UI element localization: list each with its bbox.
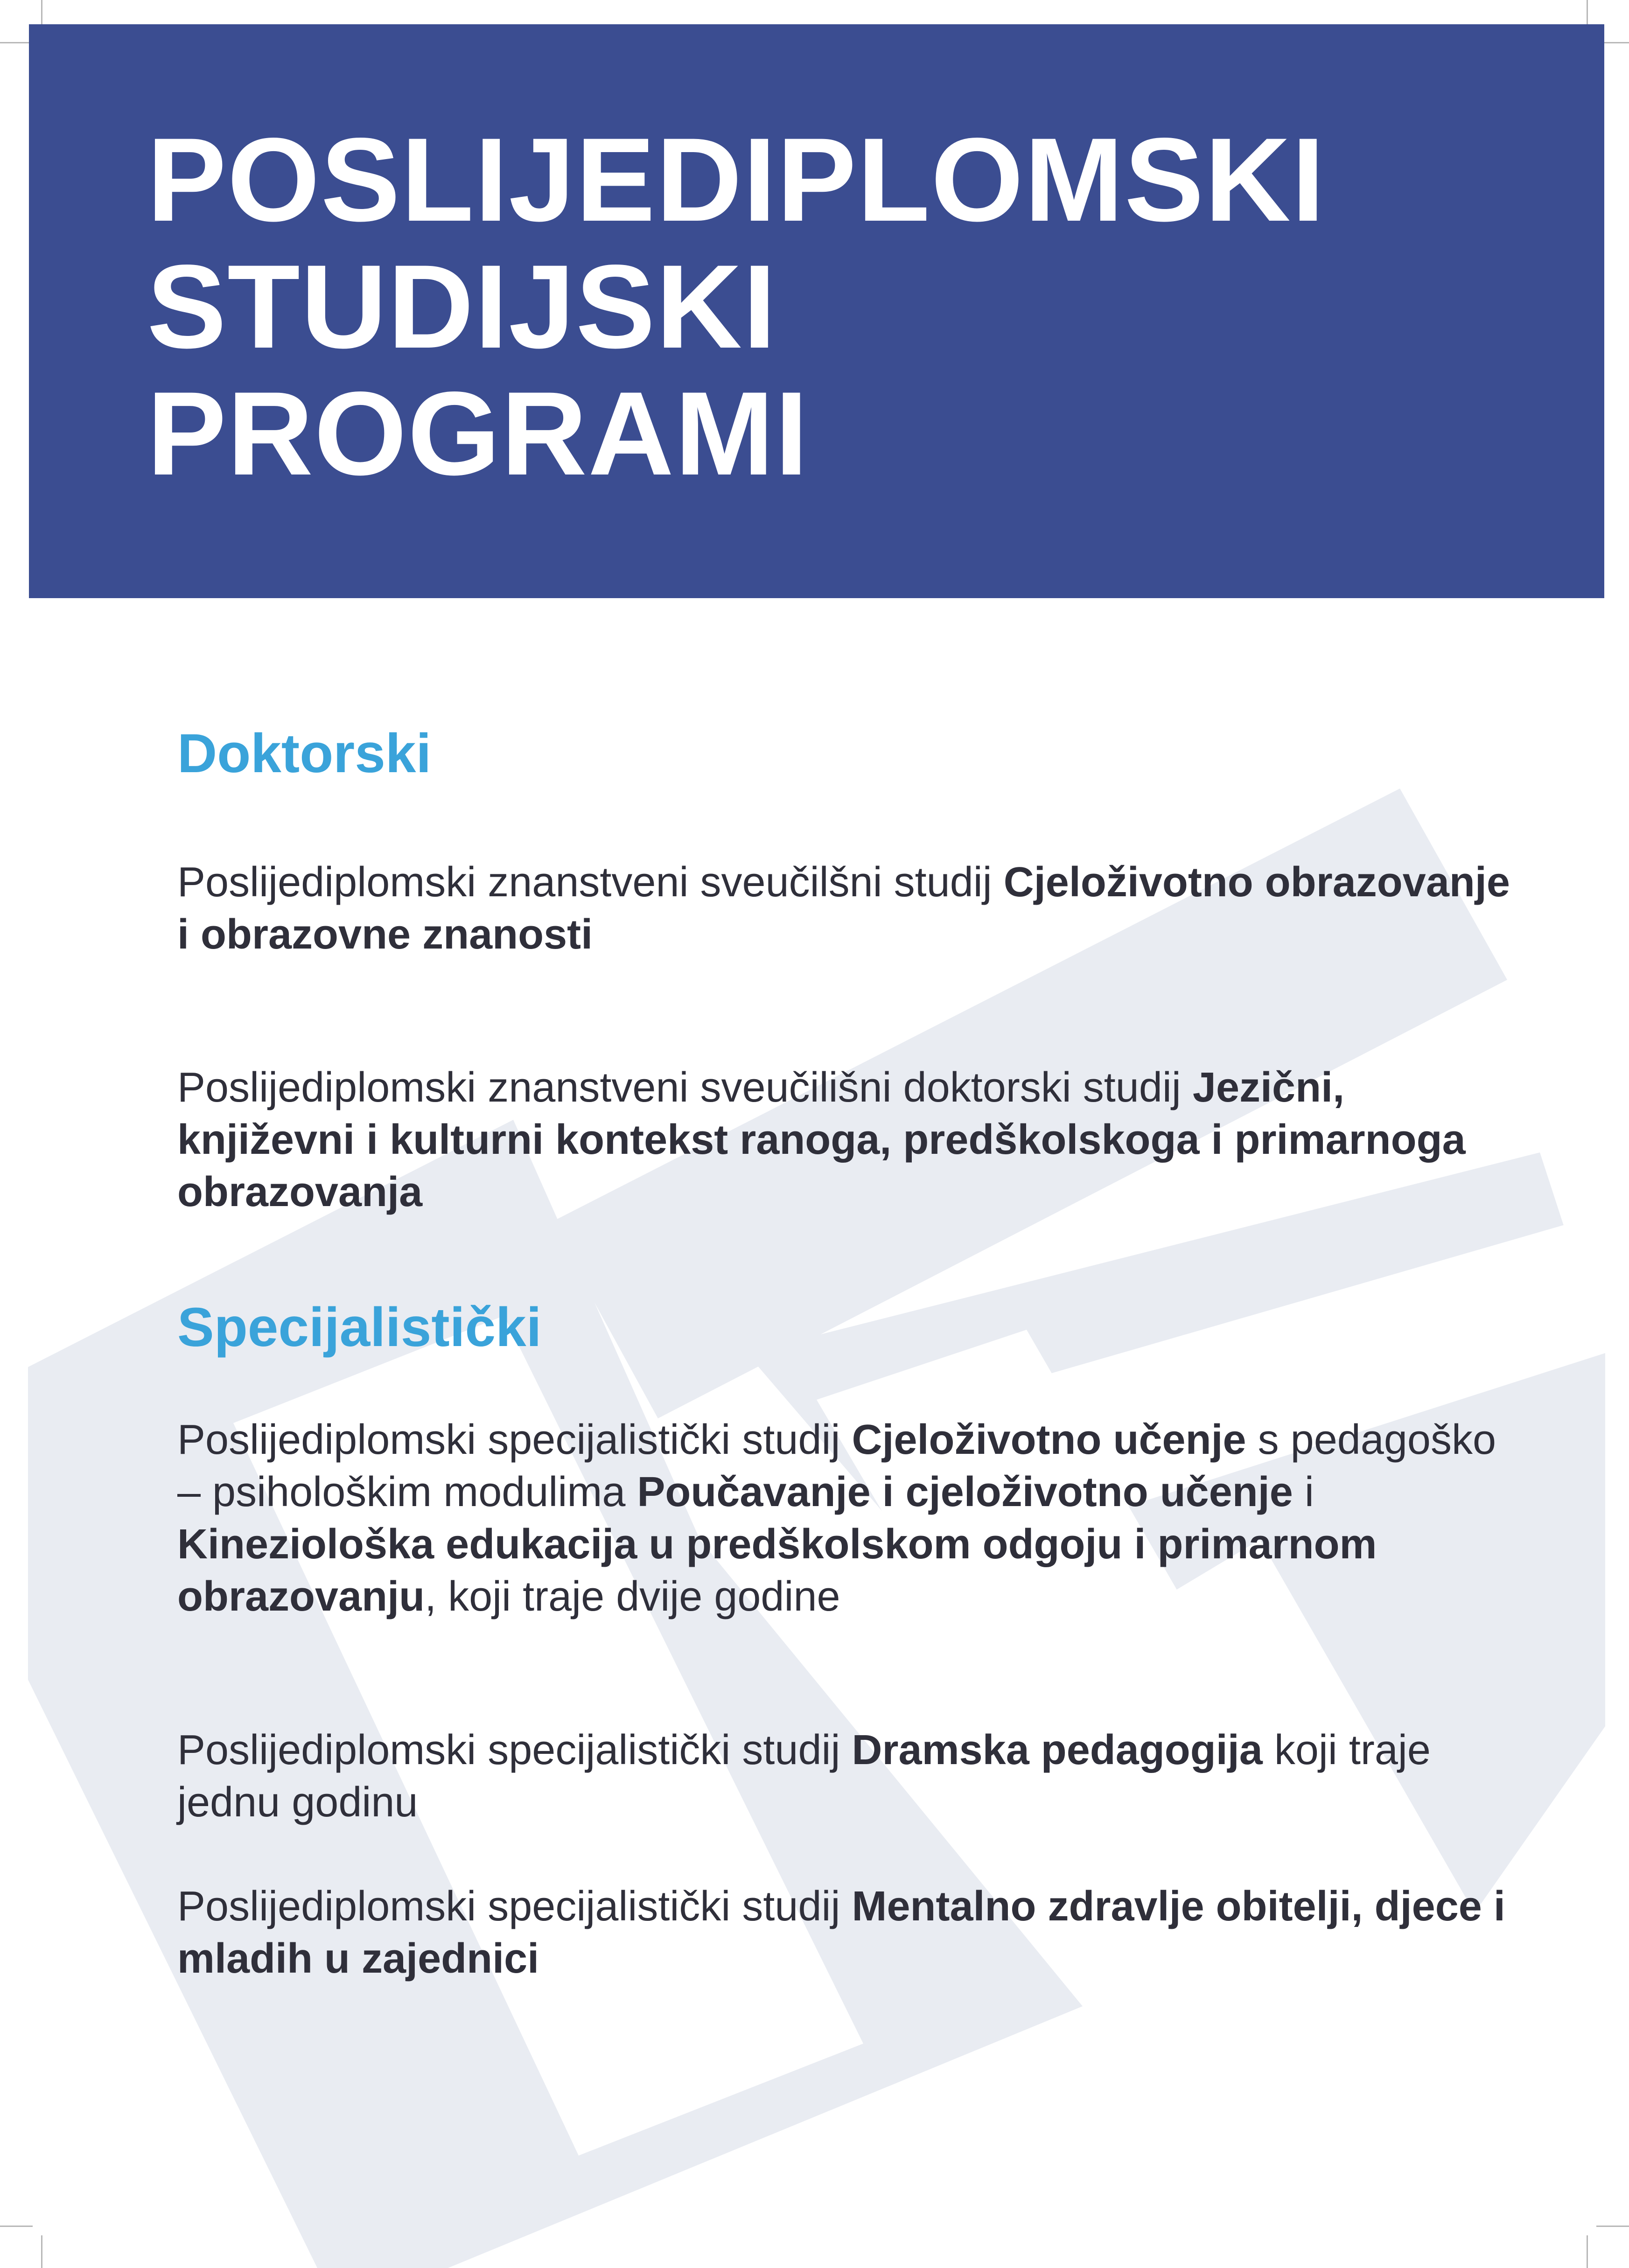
program-lead: Poslijediplomski znanstveni sveučilšni studij [177,859,1004,906]
program-entry [177,1061,1512,1218]
program-lead: Poslijediplomski specijalistički studij [177,1417,852,1463]
section-heading-specijalisticki: Specijalistički [177,1297,542,1358]
page-title-line: STUDIJSKI [147,240,777,373]
program-entry [177,1414,1512,1623]
program-name: Mentalno zdravlje obitelji, djece i mladih u zajednici [177,1883,1505,1982]
program-lead: Poslijediplomski specijalistički studij [177,1727,852,1773]
program-name: Cjeloživotno obrazovanje i obrazovne znanosti [177,859,1510,958]
program-module: Poučavanje i cjeloživotno učenje [637,1469,1293,1515]
program-tail: , koji traje dvije godine [425,1573,840,1620]
program-name: Cjeloživotno učenje [852,1417,1246,1463]
crop-mark [0,2226,33,2227]
page-title-line: PROGRAMI [147,367,809,500]
crop-mark [0,42,33,43]
program-lead: Poslijediplomski znanstveni sveučilišni doktorski studij [177,1064,1193,1111]
program-text: i [1293,1469,1314,1515]
crop-mark [1587,2235,1588,2268]
section-heading-doktorski: Doktorski [177,723,432,784]
program-text: s pedagoško – psihološkim modulima [177,1417,1496,1515]
program-entry [177,1880,1512,1985]
program-tail: koji traje jednu godinu [177,1727,1431,1826]
program-entry [177,1724,1512,1828]
program-name: Jezični, književni i kulturni kontekst ranoga, predškolskoga i primarnoga obrazovanja [177,1064,1466,1215]
crop-mark [1596,2226,1629,2227]
page-title [147,113,1326,500]
program-module: Kineziološka edukacija u predškolskom odgoju i primarnom obrazovanju [177,1521,1377,1620]
program-entry [177,856,1512,961]
program-name: Dramska pedagogija [852,1727,1263,1773]
page-title-line: POSLIJEDIPLOMSKI [147,113,1326,246]
crop-mark [41,2235,42,2268]
program-lead: Poslijediplomski specijalistički studij [177,1883,852,1930]
